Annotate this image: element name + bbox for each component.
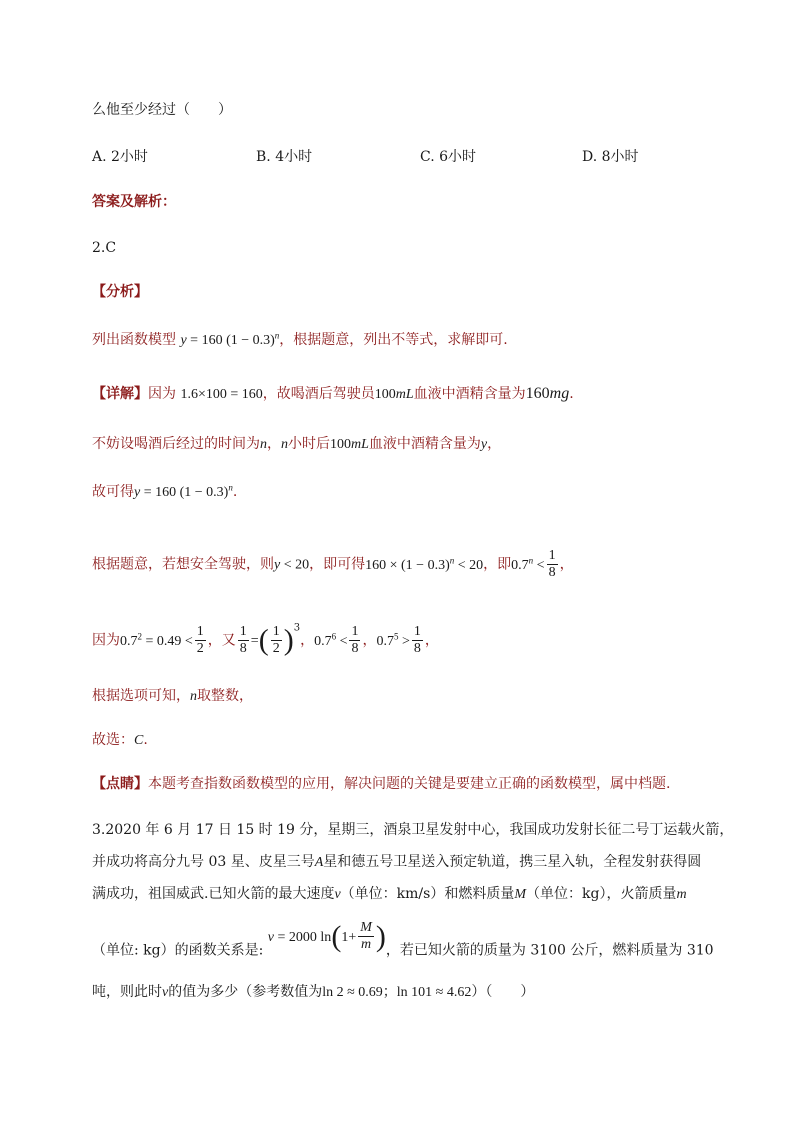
option-d: D. 8小时 bbox=[582, 149, 639, 165]
option-b: B. 4小时 bbox=[256, 149, 313, 165]
q3-line-4: （单位: kg）的函数关系是: v = 2000 ln(1+ $\frac{M}{m}$ )，若已知火箭的质量为 3100 公斤，燃料质量为 310 bbox=[92, 919, 714, 959]
option-c: C. 6小时 bbox=[420, 149, 477, 165]
detail-line-3: 故可得y = 160 $(1 - 0.3)^n$. bbox=[92, 482, 238, 500]
q3-line-2: 并成功将高分九号 03 星、皮星三号A星和德五号卫星送入预定轨道，携三星入轨，全程发射获得圆 bbox=[92, 854, 702, 870]
answer-value: 2.C bbox=[92, 240, 117, 256]
remark-line: 【点睛】本题考查指数函数模型的应用，解决问题的关键是要建立正确的函数模型，属中档题. bbox=[92, 776, 671, 792]
detail-line-1: 【详解】因为 1.6×100 = 160，故喝酒后驾驶员100mL血液中酒精含量为160mg. bbox=[92, 385, 574, 402]
q3-line-3: 满成功，祖国威武.已知火箭的最大速度v（单位：km/s）和燃料质量M（单位：kg），火箭质量m bbox=[92, 886, 687, 902]
analysis-line: 列出函数模型 y = 160 $(1 - 0.3)^n$，根据题意，列出不等式，求解即可. bbox=[92, 330, 508, 348]
detail-line-4: 根据题意，若想安全驾驶，则y < 20，即可得$160 \times (1 - 0.3)^n < 20$，即$0.7^n$ < $\frac{1}{8}$ ， bbox=[92, 548, 574, 580]
option-a: A. 2小时 bbox=[92, 149, 148, 165]
detail-line-5: 因为$0.7^2 = 0.49$ < $\frac{1}{2}$ ，又 $\frac{1}{8}$ =( $\frac{1}{2}$ )$^3$，$0.7^6$ < $\frac{1}{8}$ ，$0.7^5$ > $\frac{1}{8}$ ， bbox=[92, 622, 439, 657]
answer-heading: 答案及解析： bbox=[92, 194, 176, 210]
q3-line-1: 3.2020 年 6 月 17 日 15 时 19 分，星期三，酒泉卫星发射中心，我国成功发射长征二号丁运载火箭， bbox=[92, 822, 734, 838]
detail-line-7: 故选：C. bbox=[92, 732, 148, 748]
detail-line-2: 不妨设喝酒后经过的时间为n，n小时后100mL血液中酒精含量为y， bbox=[92, 436, 502, 452]
detail-line-6: 根据选项可知，n取整数， bbox=[92, 688, 253, 704]
question-stem-tail: 么他至少经过（ ） bbox=[92, 102, 232, 118]
analysis-tag: 【分析】 bbox=[92, 284, 148, 300]
q3-line-5: 吨，则此时v的值为多少（参考数值为ln 2 ≈ 0.69；ln 101 ≈ 4.62）（ ） bbox=[92, 984, 535, 1000]
